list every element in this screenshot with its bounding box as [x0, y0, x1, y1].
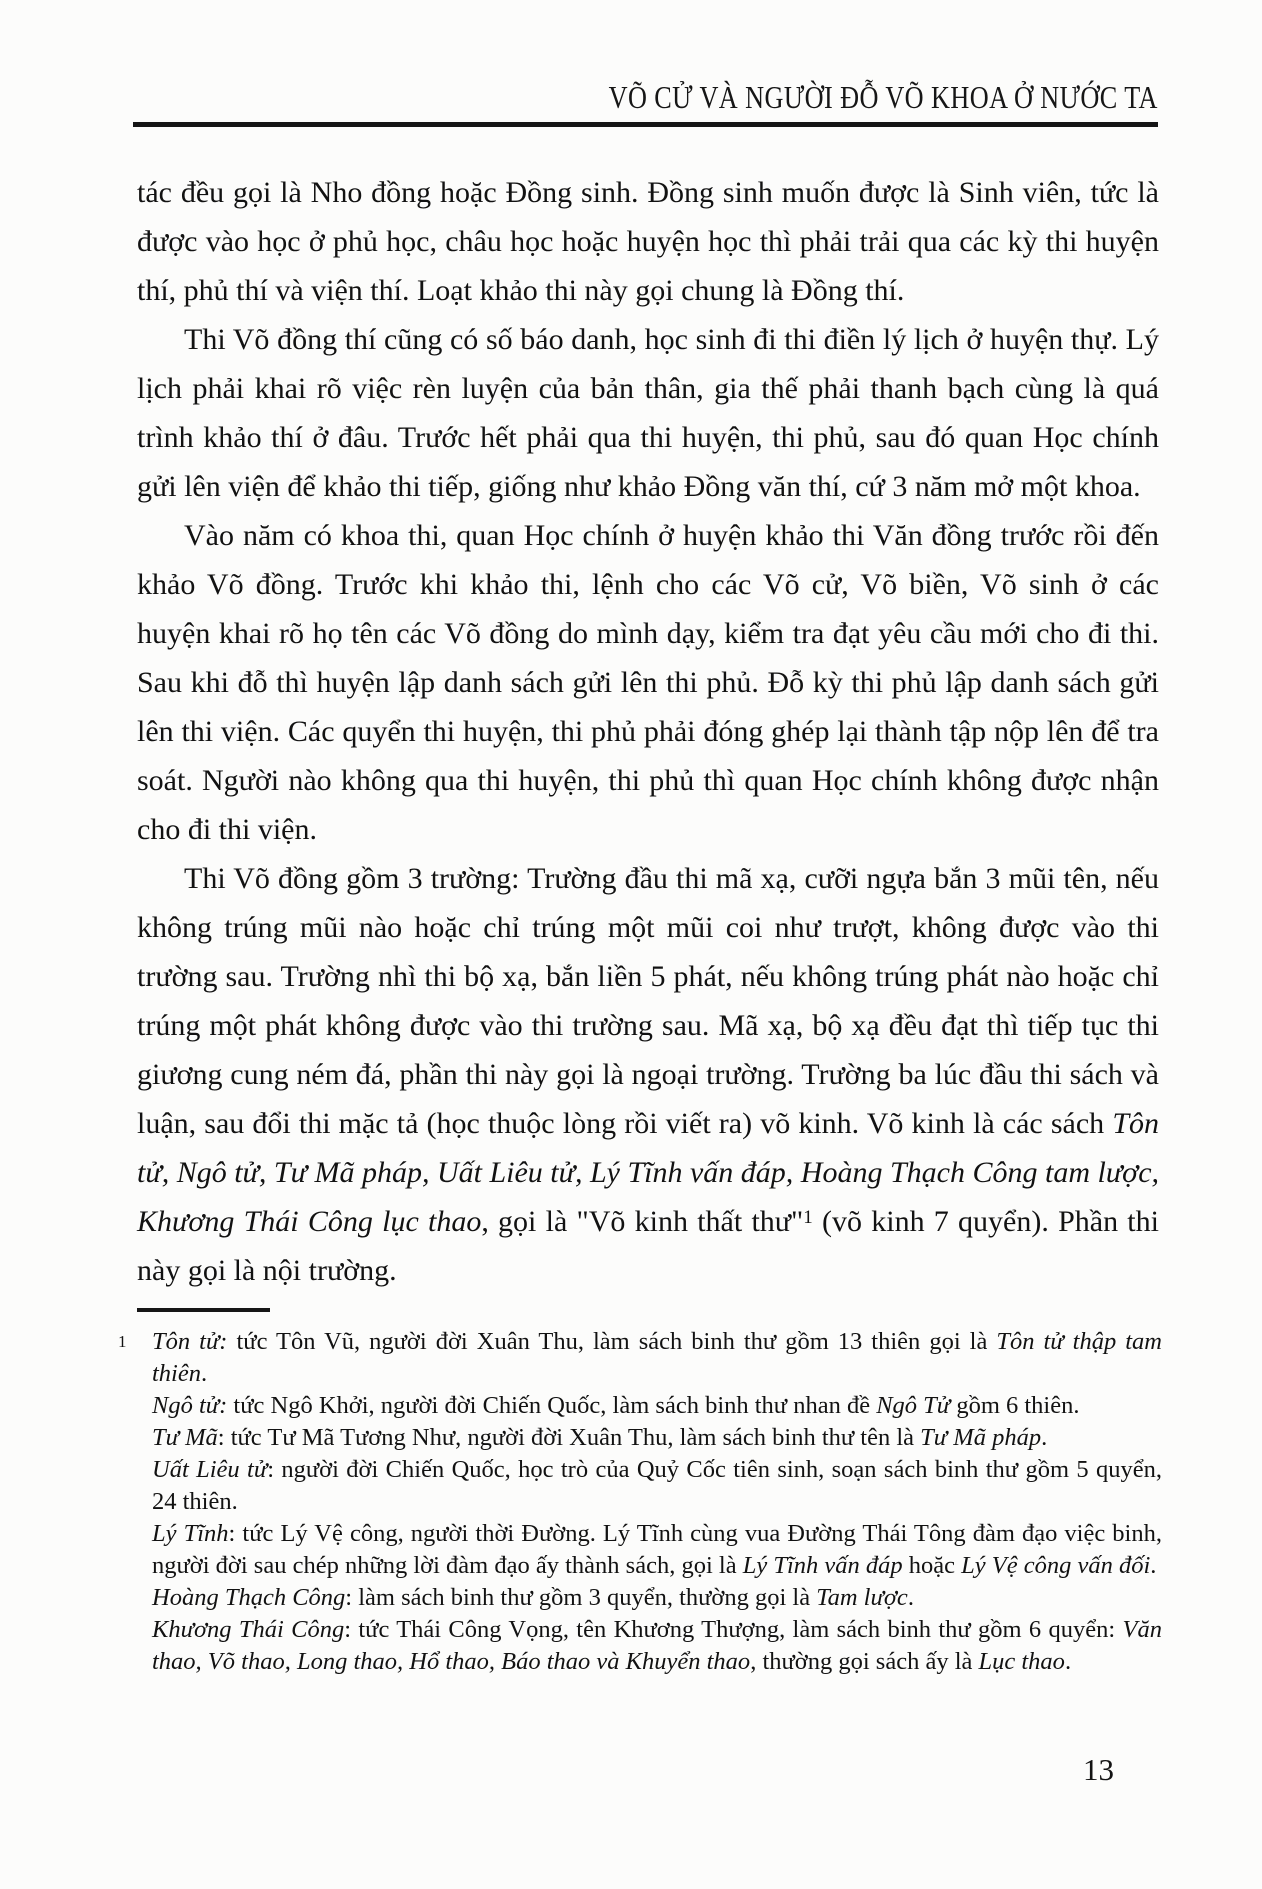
italic-text-run: Ngô tử: — [152, 1392, 228, 1419]
text-run: Vào năm có khoa thi, quan Học chính ở huyện khảo thi Văn đồng trước rồi đến khảo Võ đồng. Trước khi khảo thi, lệnh cho các Võ cử, Võ biền, Võ sinh ở các huyện khai rõ họ tên các Võ đồng do mình dạy, kiểm tra đạt yêu cầu mới cho đi thi. Sau khi đỗ thì huyện lập danh sách gửi lên thi phủ. Đỗ kỳ thi phủ lập danh sách gửi lên thi viện. Các quyển thi huyện, thi phủ phải đóng ghép lại thành tập nộp lên để tra soát. Người nào không qua thi huyện, thi phủ thì quan Học chính không được nhận cho đi thi viện. — [137, 519, 1159, 846]
text-run: . — [1064, 1648, 1072, 1675]
footnote-entry — [118, 1326, 1162, 1390]
italic-text-run: Tư Mã pháp — [920, 1424, 1042, 1451]
body-paragraph — [137, 511, 1159, 854]
text-run: : người đời Chiến Quốc, học trò của Quỷ Cốc tiên sinh, soạn sách binh thư gồm 5 quyển, 24 thiên. — [152, 1456, 1162, 1515]
page-number: 13 — [1083, 1752, 1114, 1787]
footnote-entry — [152, 1422, 1162, 1454]
italic-text-run: Lý Tĩnh vấn đáp — [742, 1552, 903, 1579]
text-run: tức Tôn Vũ, người đời Xuân Thu, làm sách binh thư gồm 13 thiên gọi là — [227, 1328, 997, 1355]
text-run: . — [1150, 1552, 1157, 1579]
italic-text-run: Tôn tử thập tam thiên — [152, 1328, 1162, 1387]
italic-text-run: Tôn tử, Ngô tử, Tư Mã pháp, Uất Liêu tử, Lý Tĩnh vấn đáp, Hoàng Thạch Công tam lược, Khương Thái Công lục thao — [137, 1107, 1160, 1238]
italic-text-run: Lý Vệ công vấn đối — [961, 1552, 1151, 1579]
footnote-entry — [152, 1454, 1162, 1518]
italic-text-run: Ngô Tử — [876, 1392, 951, 1419]
body-paragraph — [137, 854, 1159, 1295]
header-rule — [133, 122, 1158, 127]
text-run: gồm 6 thiên. — [950, 1392, 1080, 1419]
italic-text-run: Tam lược — [816, 1584, 908, 1611]
italic-text-run: Lý Tĩnh — [152, 1520, 229, 1547]
text-run: : tức Lý Vệ công, người thời Đường. Lý Tĩnh cùng vua Đường Thái Tông đàm đạo việc binh, người đời sau chép những lời đàm đạo ấy thành sách, gọi là — [152, 1520, 1162, 1579]
text-run: . — [907, 1584, 914, 1611]
text-run: Thi Võ đồng thí cũng có số báo danh, học sinh đi thi điền lý lịch ở huyện thự. Lý lịch phải khai rõ việc rèn luyện của bản thân, gia thế phải thanh bạch cùng là quá trình khảo thí ở đâu. Trước hết phải qua thi huyện, thi phủ, sau đó quan Học chính gửi lên viện để khảo thi tiếp, giống như khảo Đồng văn thí, cứ 3 năm mở một khoa. — [137, 323, 1159, 503]
italic-text-run: Văn thao, Võ thao, Long thao, Hổ thao, Báo thao và Khuyển thao — [152, 1616, 1162, 1675]
body-paragraph — [137, 315, 1159, 511]
text-run: . — [201, 1360, 208, 1387]
italic-text-run: Lục thao — [978, 1648, 1065, 1675]
italic-text-run: Khương Thái Công — [152, 1616, 345, 1643]
footnote-reference: 1 — [803, 1207, 813, 1228]
footnotes-block — [118, 1326, 1162, 1678]
body-paragraph — [137, 168, 1159, 315]
footnote-entry — [152, 1614, 1162, 1678]
text-run: : tức Tư Mã Tương Như, người đời Xuân Thu, làm sách binh thư tên là — [217, 1424, 921, 1451]
text-run: : tức Thái Công Vọng, tên Khương Thượng, làm sách binh thư gồm 6 quyển: — [344, 1616, 1123, 1643]
body-text — [137, 168, 1159, 1295]
footnote-entry — [152, 1518, 1162, 1582]
text-run: , gọi là "Võ kinh thất thư" — [481, 1205, 804, 1238]
italic-text-run: Tư Mã — [152, 1424, 218, 1451]
footnote-marker: 1 — [118, 1332, 127, 1351]
text-run: : làm sách binh thư gồm 3 quyển, thường gọi là — [345, 1584, 817, 1611]
footnote-entry — [152, 1582, 1162, 1614]
italic-text-run: Hoàng Thạch Công — [152, 1584, 346, 1611]
text-run: . — [1041, 1424, 1048, 1451]
footnote-separator — [137, 1308, 270, 1312]
italic-text-run: Uất Liêu tử — [152, 1456, 268, 1483]
text-run: tác đều gọi là Nho đồng hoặc Đồng sinh. Đồng sinh muốn được là Sinh viên, tức là được vào học ở phủ học, châu học hoặc huyện học thì phải trải qua các kỳ thi huyện thí, phủ thí và viện thí. Loạt khảo thi này gọi chung là Đồng thí. — [137, 176, 1159, 307]
text-run: tức Ngô Khởi, người đời Chiến Quốc, làm sách binh thư nhan đề — [227, 1392, 877, 1419]
text-run: Thi Võ đồng gồm 3 trường: Trường đầu thi mã xạ, cưỡi ngựa bắn 3 mũi tên, nếu không trúng mũi nào hoặc chỉ trúng một mũi coi như trượt, không được vào thi trường sau. Trường nhì thi bộ xạ, bắn liền 5 phát, nếu không trúng phát nào hoặc chỉ trúng một phát không được vào thi trường sau. Mã xạ, bộ xạ đều đạt thì tiếp tục thi giương cung ném đá, phần thi này gọi là ngoại trường. Trường ba lúc đầu thi sách và luận, sau đổi thi mặc tả (học thuộc lòng rồi viết ra) võ kinh. Võ kinh là các sách — [137, 862, 1159, 1140]
text-run: (võ kinh 7 quyển). Phần thi này gọi là nội trường. — [137, 1205, 1159, 1287]
text-run: hoặc — [902, 1552, 962, 1579]
running-header-title: VÕ CỬ VÀ NGƯỜI ĐỖ VÕ KHOA Ở NƯỚC TA — [608, 79, 1158, 115]
text-run: , thường gọi sách ấy là — [750, 1648, 979, 1675]
footnote-entry — [152, 1390, 1162, 1422]
italic-text-run: Tôn tử: — [152, 1328, 228, 1355]
